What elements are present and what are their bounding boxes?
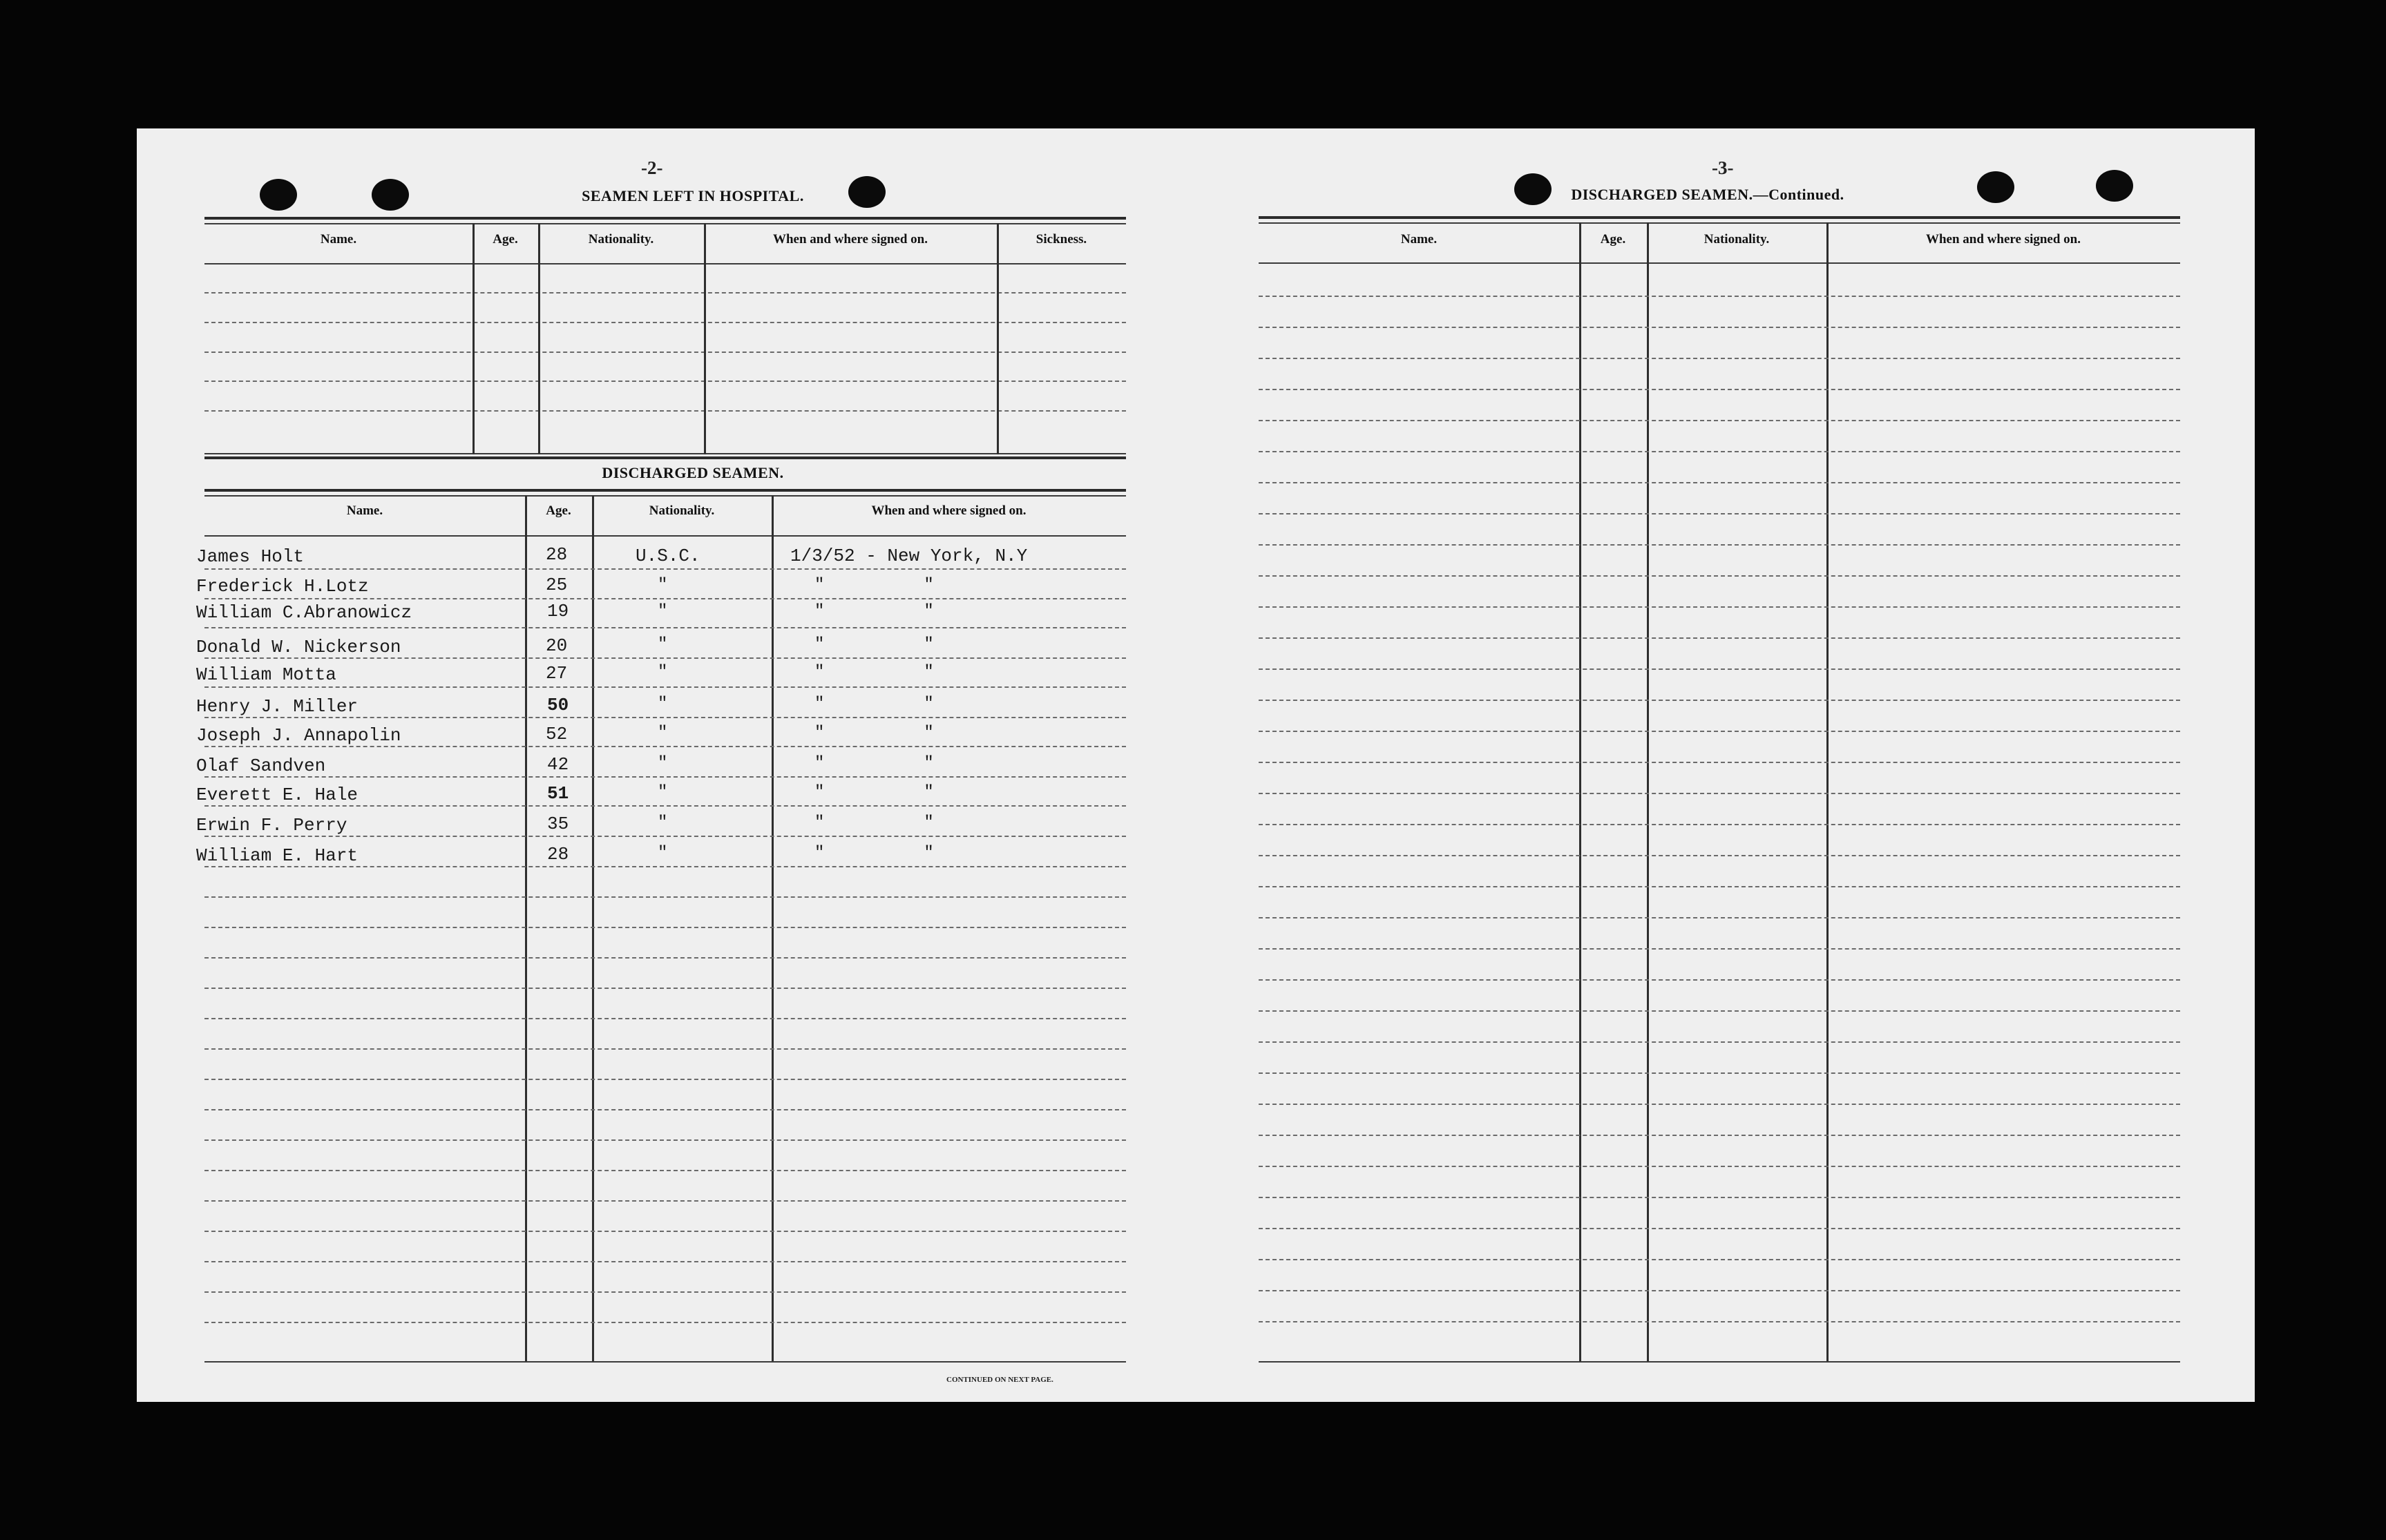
- seaman-age: 27: [546, 663, 568, 684]
- seaman-name: William Motta: [196, 664, 336, 685]
- right-col-signed-on: When and where signed on.: [1925, 232, 2081, 247]
- right-row-line: [1259, 668, 2180, 670]
- seaman-name: Everett E. Hale: [196, 785, 359, 805]
- document-sheet: [137, 128, 2255, 1402]
- right-col-nationality: Nationality.: [1703, 232, 1770, 247]
- seaman-nationality: ": [658, 663, 668, 682]
- seaman-age: 19: [547, 601, 569, 622]
- hospital-row-line: [204, 292, 1126, 293]
- right-col-divider: [1647, 222, 1649, 1362]
- seaman-age: 42: [547, 754, 569, 775]
- right-row-line: [1259, 637, 2180, 639]
- discharged-row-line: [204, 686, 1126, 688]
- right-row-line: [1259, 731, 2180, 732]
- discharged-col-signed-on: When and where signed on.: [871, 503, 1027, 518]
- seaman-age: 28: [546, 544, 568, 565]
- hospital-section-title: SEAMEN LEFT IN HOSPITAL.: [582, 187, 804, 204]
- right-row-line: [1259, 1041, 2180, 1043]
- hospital-col-divider: [538, 223, 540, 454]
- continued-note: CONTINUED ON NEXT PAGE.: [946, 1376, 1053, 1384]
- discharged-row-line: [204, 805, 1126, 807]
- discharged-row-line: [204, 1261, 1126, 1262]
- seaman-signed-on: 1/3/52 - New York, N.Y: [790, 546, 1028, 566]
- seaman-age: 25: [546, 575, 568, 595]
- discharged-col-age: Age.: [546, 503, 571, 518]
- seaman-nationality: ": [658, 576, 668, 595]
- discharged-row-line: [204, 1018, 1126, 1019]
- discharged-col-divider: [592, 495, 594, 1363]
- discharged-row-line: [204, 1291, 1126, 1293]
- right-row-line: [1259, 1259, 2180, 1260]
- discharged-title-rule: [204, 456, 1126, 459]
- seaman-signed-on: " ": [814, 754, 934, 773]
- discharged-row-line: [204, 866, 1126, 867]
- right-header-rule: [1259, 262, 2180, 264]
- discharged-header-rule: [204, 535, 1126, 537]
- hospital-col-nationality: Nationality.: [588, 232, 654, 247]
- discharged-col-divider: [772, 495, 774, 1363]
- right-row-line: [1259, 420, 2180, 421]
- seaman-signed-on: " ": [814, 695, 934, 713]
- seaman-signed-on: " ": [814, 663, 934, 682]
- right-col-divider: [1579, 222, 1581, 1362]
- hospital-header-rule: [204, 263, 1126, 264]
- right-row-line: [1259, 1072, 2180, 1074]
- right-table-bottom-rule: [1259, 1361, 2180, 1363]
- seaman-name: James Holt: [196, 546, 305, 567]
- right-row-line: [1259, 700, 2180, 701]
- right-col-name: Name.: [1400, 232, 1438, 247]
- right-row-line: [1259, 513, 2180, 514]
- seaman-name: William C.Abranowicz: [196, 602, 412, 623]
- hospital-table-top-rule: [204, 217, 1126, 220]
- discharged-row-line: [204, 927, 1126, 928]
- right-col-divider: [1826, 222, 1829, 1362]
- right-row-line: [1259, 451, 2180, 452]
- seaman-age: 52: [546, 724, 568, 744]
- right-row-line: [1259, 544, 2180, 546]
- discharged-row-line: [204, 776, 1126, 778]
- right-page-title: DISCHARGED SEAMEN.—Continued.: [1571, 186, 1844, 203]
- discharged-row-line: [204, 627, 1126, 628]
- punch-hole: [1977, 171, 2014, 203]
- seaman-signed-on: " ": [814, 844, 934, 863]
- discharged-row-line: [204, 717, 1126, 718]
- discharged-row-line: [204, 988, 1126, 989]
- right-row-line: [1259, 1010, 2180, 1012]
- seaman-age: 35: [547, 814, 569, 834]
- hospital-table-top-rule-2: [204, 223, 1126, 224]
- right-row-line: [1259, 979, 2180, 981]
- discharged-row-line: [204, 957, 1126, 959]
- discharged-table-top-rule-2: [204, 495, 1126, 497]
- seaman-nationality: ": [658, 602, 668, 621]
- right-row-line: [1259, 358, 2180, 359]
- hospital-col-divider: [997, 223, 999, 454]
- right-row-line: [1259, 1321, 2180, 1322]
- right-row-line: [1259, 1135, 2180, 1136]
- punch-hole: [260, 179, 297, 211]
- hospital-table-bottom-rule: [204, 453, 1126, 454]
- seaman-name: Olaf Sandven: [196, 755, 326, 776]
- right-row-line: [1259, 606, 2180, 608]
- discharged-row-line: [204, 568, 1126, 570]
- right-row-line: [1259, 917, 2180, 918]
- right-row-line: [1259, 1104, 2180, 1105]
- discharged-col-name: Name.: [346, 503, 383, 518]
- punch-hole: [2096, 170, 2133, 202]
- right-row-line: [1259, 762, 2180, 763]
- hospital-col-divider: [473, 223, 475, 454]
- seaman-signed-on: " ": [814, 635, 934, 654]
- seaman-nationality: ": [658, 724, 668, 742]
- discharged-row-line: [204, 746, 1126, 747]
- discharged-row-line: [204, 1139, 1126, 1141]
- right-row-line: [1259, 1228, 2180, 1229]
- right-row-line: [1259, 296, 2180, 297]
- seaman-name: Erwin F. Perry: [196, 815, 347, 836]
- discharged-row-line: [204, 1322, 1126, 1323]
- discharged-col-divider: [525, 495, 527, 1363]
- seaman-nationality: ": [658, 814, 668, 832]
- right-row-line: [1259, 575, 2180, 577]
- discharged-table-top-rule: [204, 489, 1126, 492]
- seaman-nationality: U.S.C.: [636, 546, 700, 566]
- right-table-top-rule: [1259, 216, 2180, 219]
- right-row-line: [1259, 389, 2180, 390]
- discharged-col-nationality: Nationality.: [649, 503, 715, 518]
- seaman-nationality: ": [658, 754, 668, 773]
- hospital-col-name: Name.: [320, 232, 357, 247]
- hospital-row-line: [204, 410, 1126, 412]
- right-row-line: [1259, 948, 2180, 950]
- right-table-top-rule-2: [1259, 222, 2180, 224]
- hospital-row-line: [204, 352, 1126, 353]
- seaman-nationality: ": [658, 695, 668, 713]
- seaman-signed-on: " ": [814, 576, 934, 595]
- discharged-section-title: DISCHARGED SEAMEN.: [602, 464, 784, 481]
- discharged-row-line: [204, 1200, 1126, 1202]
- seaman-nationality: ": [658, 844, 668, 863]
- seaman-name: Henry J. Miller: [196, 696, 359, 717]
- discharged-row-line: [204, 1231, 1126, 1232]
- seaman-signed-on: " ": [814, 814, 934, 832]
- seaman-signed-on: " ": [814, 783, 934, 802]
- discharged-row-line: [204, 1109, 1126, 1110]
- right-row-line: [1259, 824, 2180, 825]
- seaman-nationality: ": [658, 783, 668, 802]
- right-row-line: [1259, 482, 2180, 483]
- seaman-age: 51: [547, 783, 569, 804]
- left-page-number: -2-: [641, 157, 663, 178]
- discharged-row-line: [204, 836, 1126, 837]
- right-row-line: [1259, 1290, 2180, 1291]
- right-row-line: [1259, 855, 2180, 856]
- seaman-name: Donald W. Nickerson: [196, 637, 401, 657]
- seaman-name: William E. Hart: [196, 845, 359, 866]
- seaman-signed-on: " ": [814, 602, 934, 621]
- hospital-col-age: Age.: [493, 232, 518, 247]
- discharged-row-line: [204, 1079, 1126, 1080]
- right-row-line: [1259, 1166, 2180, 1167]
- discharged-row-line: [204, 598, 1126, 599]
- hospital-col-signed-on: When and where signed on.: [772, 232, 928, 247]
- discharged-row-line: [204, 1170, 1126, 1171]
- seaman-name: Frederick H.Lotz: [196, 576, 369, 597]
- discharged-table-bottom-rule: [204, 1361, 1126, 1363]
- right-row-line: [1259, 886, 2180, 887]
- discharged-row-line: [204, 657, 1126, 659]
- seaman-age: 20: [546, 635, 568, 656]
- hospital-row-line: [204, 381, 1126, 382]
- discharged-row-line: [204, 896, 1126, 898]
- hospital-row-line: [204, 322, 1126, 323]
- punch-hole: [372, 179, 409, 211]
- seaman-age: 50: [547, 695, 569, 715]
- seaman-age: 28: [547, 844, 569, 865]
- discharged-row-line: [204, 1048, 1126, 1050]
- right-row-line: [1259, 1197, 2180, 1198]
- right-page-number: -3-: [1712, 157, 1734, 178]
- hospital-col-sickness: Sickness.: [1035, 232, 1087, 247]
- right-row-line: [1259, 793, 2180, 794]
- hospital-col-divider: [704, 223, 706, 454]
- seaman-signed-on: " ": [814, 724, 934, 742]
- right-row-line: [1259, 327, 2180, 328]
- seaman-name: Joseph J. Annapolin: [196, 725, 401, 746]
- seaman-nationality: ": [658, 635, 668, 654]
- right-col-age: Age.: [1600, 232, 1626, 247]
